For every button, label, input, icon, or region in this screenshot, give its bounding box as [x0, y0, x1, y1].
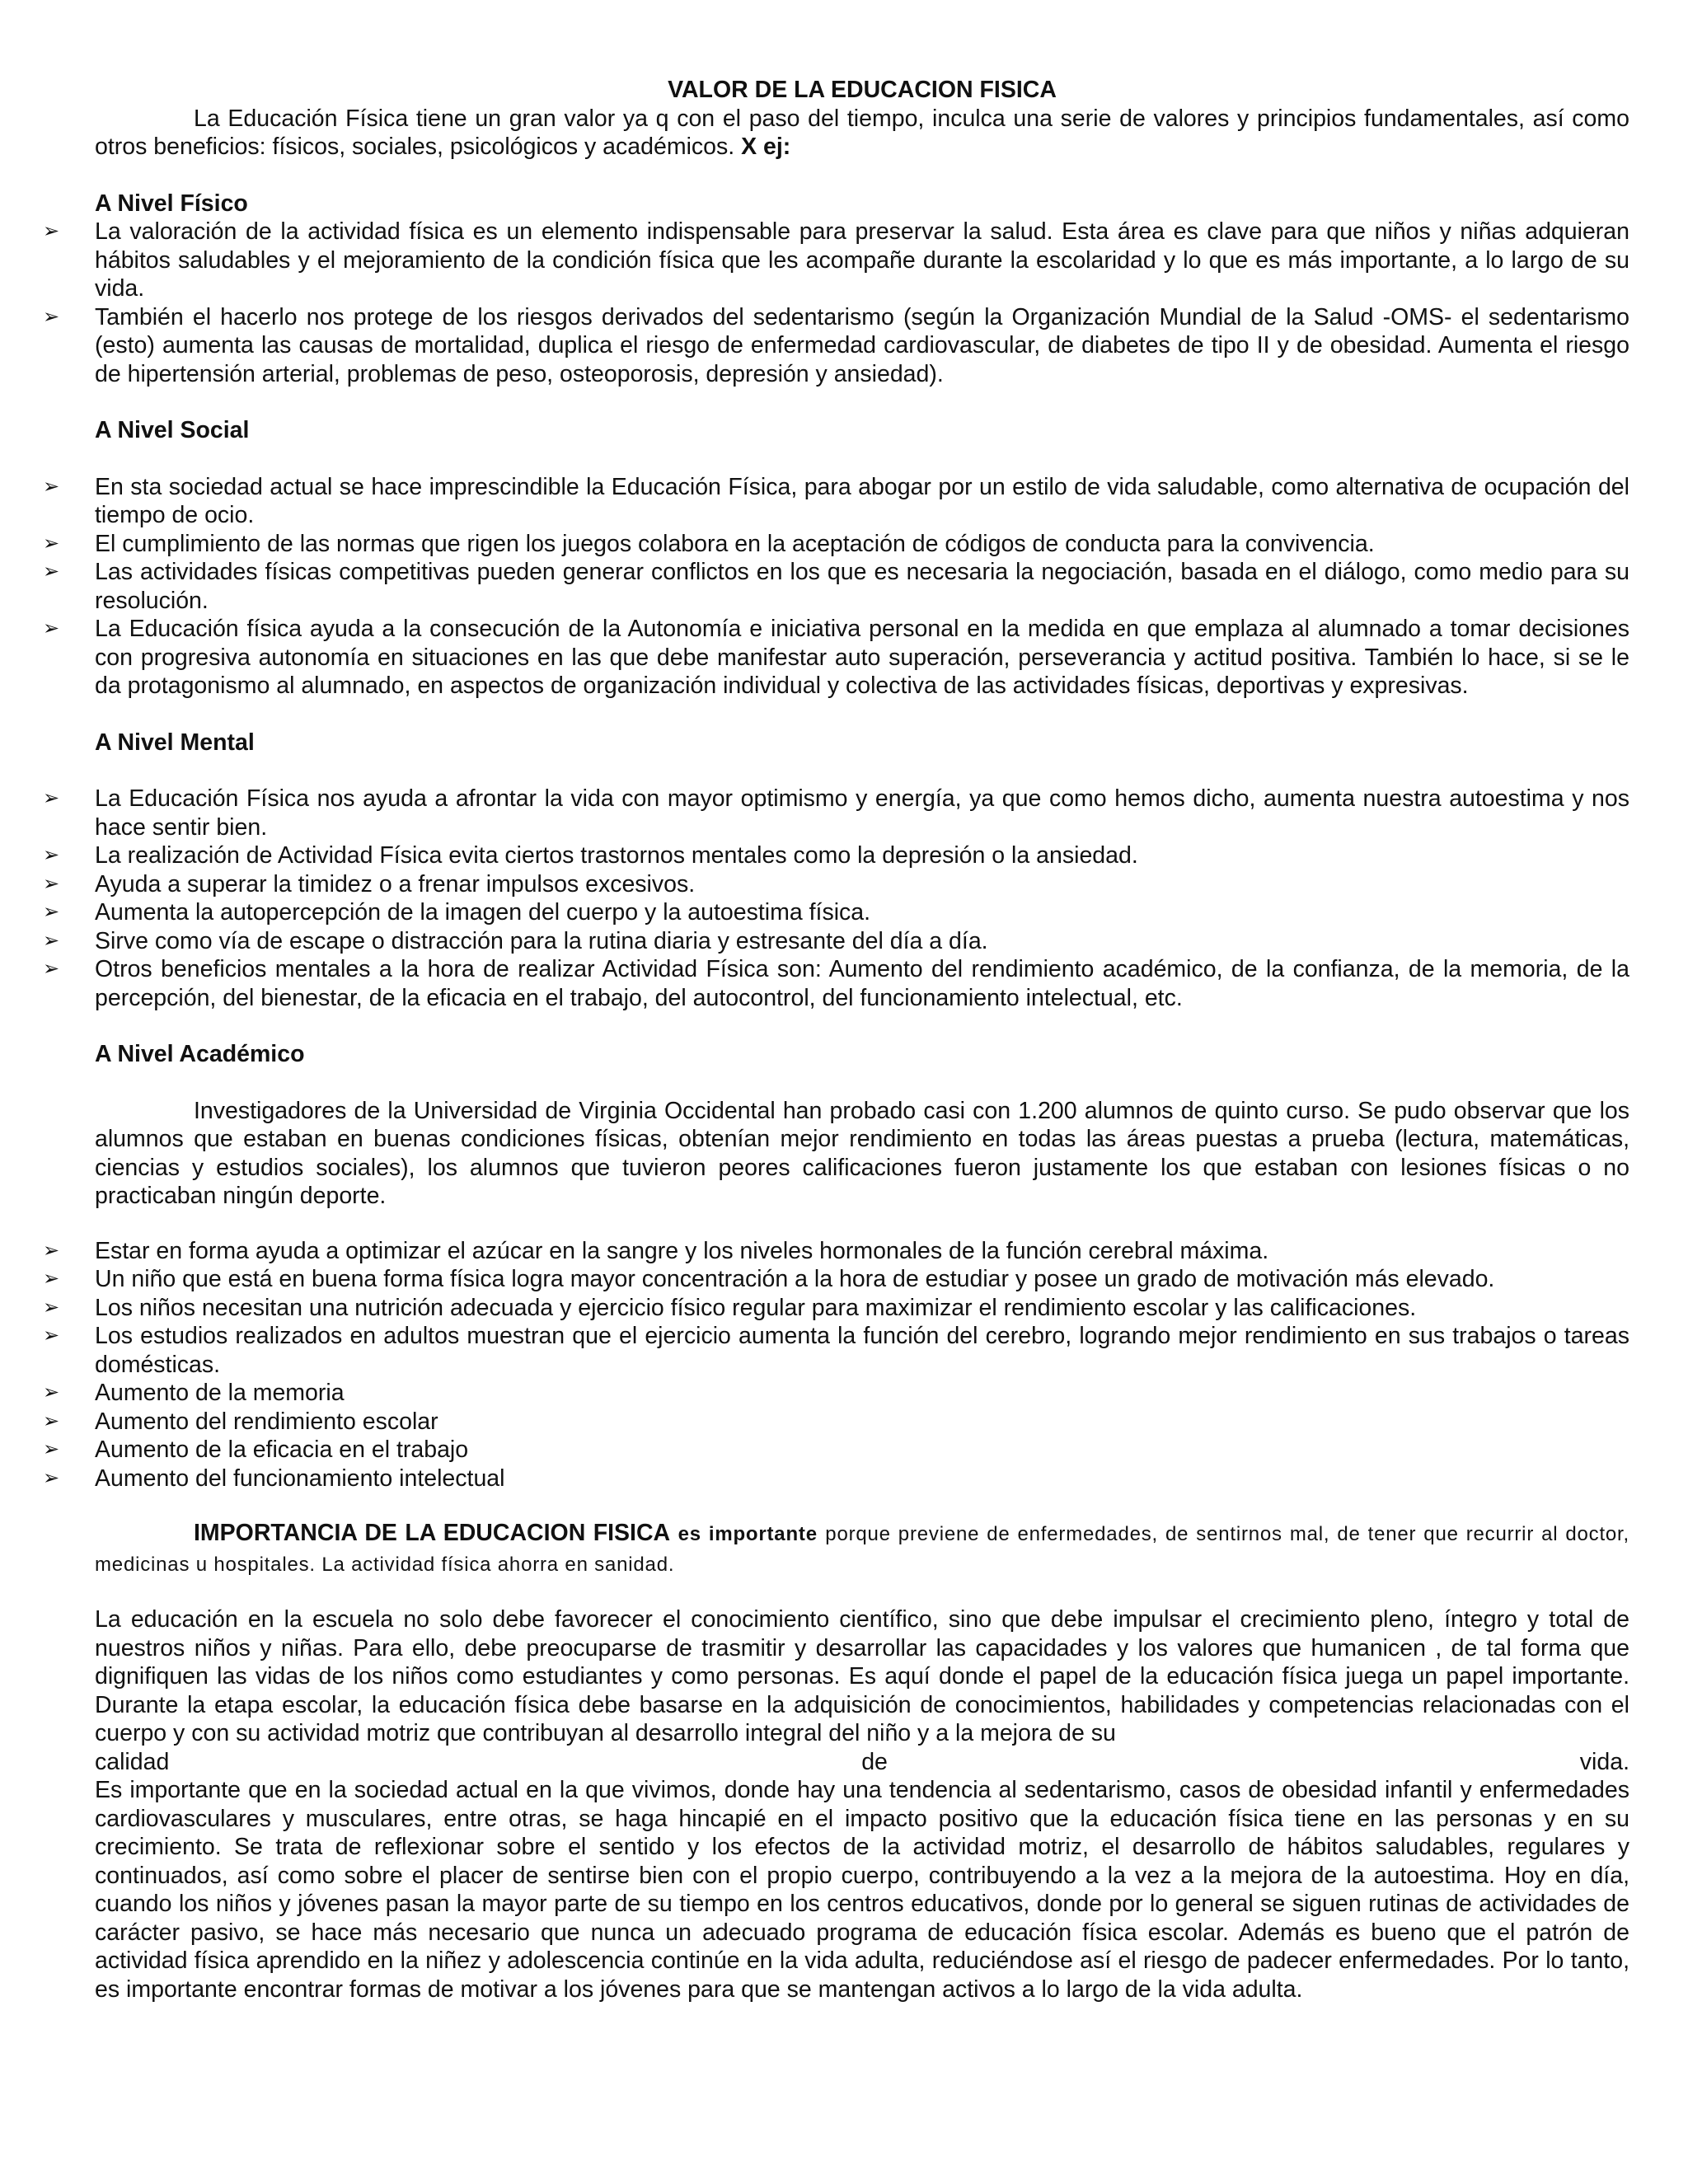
list-item: ➢ La Educación física ayuda a la consecución de la Autonomía e iniciativa personal en la medida en que emplaza al alumnado a tomar decisiones con progresiva autonomía en situaciones en las que debe manifestar auto superación, perseverancia y actitud positiva. También lo hace, si se le da protagonismo al alumnado, en aspectos de organización individual y colectiva de las actividades físicas, deportivas y expresivas.: [43, 616, 1629, 699]
heading-social: A Nivel Social: [95, 417, 250, 443]
list-item: ➢ Aumenta la autopercepción de la imagen del cuerpo y la autoestima física.: [43, 899, 871, 926]
arrow-bullet-icon: ➢: [43, 958, 60, 980]
academico-paragraph: Investigadores de la Universidad de Virginia Occidental han probado casi con 1.200 alumnos de quinto curso. Se pudo observar que los alumnos que estaban en buenas condiciones físicas, obtenían mejor rendimiento en todas las áreas puestas a prueba (lectura, matemáticas, ciencias y estudios sociales), los alumnos que tuvieron peores calificaciones fueron justamente los que estaban con lesiones físicas o no practicaban ningún deporte.: [95, 1097, 1629, 1209]
importancia-body-2: Es importante que en la sociedad actual en la que vivimos, donde hay una tendencia al sedentarismo, casos de obesidad infantil y enfermedades cardiovasculares y musculares, entre otras, se haga hincapié en el impacto positivo que la educación física tiene en las personas y en su crecimiento. Se trata de reflexionar sobre el sentido y los efectos de la actividad motriz, el desarrollo de hábitos saludables, regulares y continuados, así como sobre el placer de sentirse bien con el propio cuerpo, contribuyendo a la vez a la mejora de la autoestima. Hoy en día, cuando los niños y jóvenes pasan la mayor parte de su tiempo en los centros educativos, donde por lo general se siguen rutinas de actividades de carácter pasivo, se hace más necesario que nunca un adecuado programa de educación física escolar. Además es bueno que el patrón de actividad física aprendido en la niñez y adolescencia continúe en la vida adulta, reduciéndose así el riesgo de padecer enfermedades. Por lo tanto, es importante encontrar formas de motivar a los jóvenes para que se mantengan activos a lo largo de la vida adulta.: [95, 1777, 1629, 2003]
arrow-bullet-icon: ➢: [43, 532, 60, 555]
list-item: ➢ Otros beneficios mentales a la hora de realizar Actividad Física son: Aumento del rendimiento académico, de la confianza, de la memoria, de la percepción, del bienestar, de la eficacia en el trabajo, del autocontrol, del funcionamiento intelectual, etc.: [43, 956, 1629, 1011]
heading-mental: A Nivel Mental: [95, 729, 255, 756]
list-item: ➢ Las actividades físicas competitivas pueden generar conflictos en los que es necesaria la negociación, basada en el diálogo, como medio para su resolución.: [43, 559, 1629, 614]
arrow-bullet-icon: ➢: [43, 901, 60, 923]
list-item: ➢ Ayuda a superar la timidez o a frenar impulsos excesivos.: [43, 870, 696, 898]
list-item: ➢ En sta sociedad actual se hace imprescindible la Educación Física, para abogar por un estilo de vida saludable, como alternativa de ocupación del tiempo de ocio.: [43, 473, 1629, 528]
list-item: ➢ La Educación Física nos ayuda a afrontar la vida con mayor optimismo y energía, ya que como hemos dicho, aumenta nuestra autoestima y nos hace sentir bien.: [43, 785, 1629, 841]
list-mental: [43, 785, 1629, 1012]
list-item: ➢ Los estudios realizados en adultos muestran que el ejercicio aumenta la función del cerebro, logrando mejor rendimiento en sus trabajos o tareas domésticas.: [43, 1323, 1629, 1378]
list-item: ➢ Estar en forma ayuda a optimizar el azúcar en la sangre y los niveles hormonales de la función cerebral máxima.: [43, 1237, 1269, 1264]
intro-text: La Educación Física tiene un gran valor ya q con el paso del tiempo, inculca una serie de valores y principios fundamentales, así como otros beneficios: físicos, sociales, psicológicos y académicos.: [95, 105, 1629, 160]
document-title: VALOR DE LA EDUCACION FISICA: [668, 77, 1057, 103]
heading-academico: A Nivel Académico: [95, 1041, 305, 1067]
document-page: [43, 76, 1629, 2004]
intro-bold-tail: X ej:: [741, 134, 791, 160]
list-item: ➢ También el hacerlo nos protege de los riesgos derivados del sedentarismo (según la Organización Mundial de la Salud -OMS- el sedentarismo (esto) aumenta las causas de mortalidad, duplica el riesgo de enfermedad cardiovascular, de diabetes de tipo II y de obesidad. Aumenta el riesgo de hipertensión arterial, problemas de peso, osteoporosis, depresión y ansiedad).: [43, 303, 1629, 387]
list-item: ➢ Un niño que está en buena forma física logra mayor concentración a la hora de estudiar y posee un grado de motivación más elevado.: [43, 1266, 1495, 1292]
arrow-bullet-icon: ➢: [43, 1466, 60, 1489]
arrow-bullet-icon: ➢: [43, 1268, 60, 1290]
arrow-bullet-icon: ➢: [43, 1438, 60, 1460]
arrow-bullet-icon: ➢: [43, 872, 60, 895]
list-item: ➢ Aumento de la memoria: [43, 1380, 345, 1406]
list-fisico: [43, 218, 1629, 388]
list-item: ➢ Aumento de la eficacia en el trabajo: [43, 1436, 469, 1463]
importancia-heading: IMPORTANCIA DE LA EDUCACION FISICA: [194, 1520, 671, 1546]
arrow-bullet-icon: ➢: [43, 929, 60, 952]
list-item: ➢ La valoración de la actividad física es un elemento indispensable para preservar la salud. Esta área es clave para que niños y niñas adquieran hábitos saludables y el mejoramiento de la condición física que les acompañe durante la escolaridad y lo que es más importante, a lo largo de su vida.: [43, 218, 1629, 302]
list-item: ➢ Aumento del rendimiento escolar: [43, 1408, 438, 1435]
list-item: ➢ Los niños necesitan una nutrición adecuada y ejercicio físico regular para maximizar el rendimiento escolar y las calificaciones.: [43, 1294, 1417, 1321]
arrow-bullet-icon: ➢: [43, 220, 60, 242]
intro-paragraph: [95, 105, 1629, 162]
list-social: [43, 473, 1629, 701]
heading-fisico: A Nivel Físico: [95, 190, 248, 217]
list-item: ➢ Aumento del funcionamiento intelectual: [43, 1465, 505, 1492]
list-item: ➢ Sirve como vía de escape o distracción para la rutina diaria y estresante del día a día.: [43, 927, 988, 954]
arrow-bullet-icon: ➢: [43, 1381, 60, 1404]
arrow-bullet-icon: ➢: [43, 1239, 60, 1262]
importancia-bold-lead: es importante: [678, 1523, 818, 1545]
importancia-text: porque previene de enfermedades, de sentirnos mal, de tener que recurrir al doctor, medicinas u hospitales. La actividad física ahorra en sanidad.: [95, 1523, 1629, 1576]
arrow-bullet-icon: ➢: [43, 1296, 60, 1319]
arrow-bullet-icon: ➢: [43, 844, 60, 866]
arrow-bullet-icon: ➢: [43, 475, 60, 498]
list-item: ➢ La realización de Actividad Física evita ciertos trastornos mentales como la depresión o la ansiedad.: [43, 842, 1138, 869]
arrow-bullet-icon: ➢: [43, 1409, 60, 1432]
importancia-paragraph: [95, 1519, 1629, 1579]
arrow-bullet-icon: ➢: [43, 787, 60, 809]
arrow-bullet-icon: ➢: [43, 560, 60, 583]
arrow-bullet-icon: ➢: [43, 305, 60, 328]
importancia-body-1: La educación en la escuela no solo debe favorecer el conocimiento científico, sino que debe impulsar el crecimiento pleno, íntegro y total de nuestros niños y niñas. Para ello, debe preocuparse de trasmitir y desarrollar las capacidades y los valores que humanicen , de tal forma que dignifiquen las vidas de los niños como estudiantes y como personas. Es aquí donde el papel de la educación física juega un papel importante. Durante la etapa escolar, la educación física debe basarse en la adquisición de conocimientos, habilidades y competencias relacionadas con el cuerpo y con su actividad motriz que contribuyan al desarrollo integral del niño y a la mejora de su: [95, 1606, 1629, 1746]
list-academico: [43, 1237, 1629, 1493]
list-item: ➢ El cumplimiento de las normas que rigen los juegos colabora en la aceptación de códigos de conducta para la convivencia.: [43, 530, 1375, 557]
importancia-body-1-end: calidad de vida.: [95, 1748, 1629, 1775]
arrow-bullet-icon: ➢: [43, 1324, 60, 1347]
arrow-bullet-icon: ➢: [43, 617, 60, 640]
